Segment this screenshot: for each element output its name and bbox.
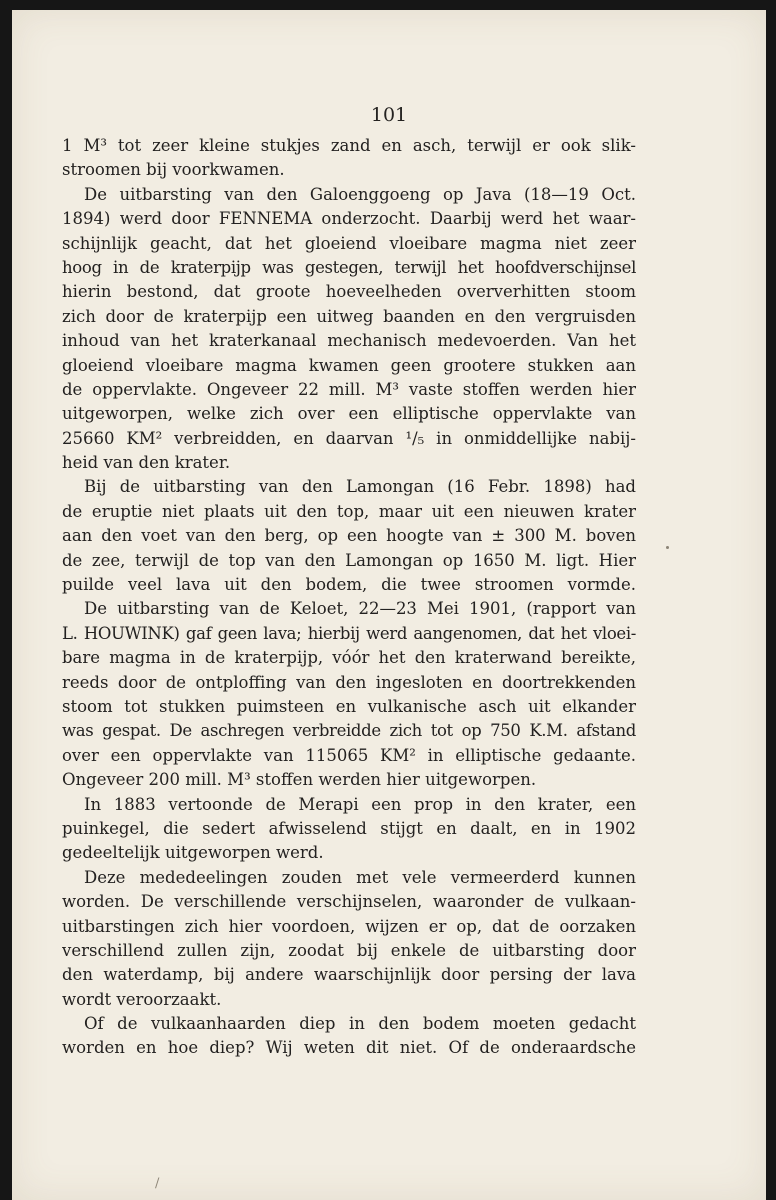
text-line: gedeeltelijk uitgeworpen werd. — [62, 843, 324, 863]
text-line: verschillend zullen zijn, zoodat bij enkele de uitbarsting door — [62, 940, 636, 960]
text-line: inhoud van het kraterkanaal mechanisch medevoerden. Van het — [62, 331, 636, 351]
text-line: de eruptie niet plaats uit den top, maar uit een nieuwen krater — [62, 501, 636, 521]
text-line: den waterdamp, bij andere waarschijnlijk door persing der lava — [62, 965, 636, 985]
text-line: hoog in de kraterpijp was gestegen, terwijl het hoofdverschijnsel — [62, 257, 636, 277]
text-line: Bij de uitbarsting van den Lamongan (16 Febr. 1898) had — [84, 477, 636, 497]
pencil-mark: / — [155, 1176, 160, 1191]
text-line: In 1883 vertoonde de Merapi een prop in den krater, een — [84, 794, 636, 814]
text-line: Ongeveer 200 mill. M³ stoffen werden hier uitgeworpen. — [62, 770, 537, 790]
text-line: bare magma in de kraterpijp, vóór het den kraterwand bereikte, — [62, 648, 636, 668]
text-line: L. HOUWINK) gaf geen lava; hierbij werd aangenomen, dat het vloei- — [62, 623, 636, 643]
text-line: worden en hoe diep? Wij weten dit niet. Of de onderaardsche — [62, 1038, 636, 1058]
text-line: Deze mededeelingen zouden met vele vermeerderd kunnen — [84, 867, 636, 887]
text-line: de oppervlakte. Ongeveer 22 mill. M³ vaste stoffen werden hier — [62, 379, 636, 399]
text-line: uitbarstingen zich hier voordoen, wijzen er op, dat de oorzaken — [62, 916, 636, 936]
text-line: stoom tot stukken puimsteen en vulkanische asch uit elkander — [62, 696, 636, 716]
text-line: de zee, terwijl de top van den Lamongan op 1650 M. ligt. Hier — [62, 550, 636, 570]
text-line: over een oppervlakte van 115065 KM² in elliptische gedaante. — [62, 745, 636, 765]
book-page — [12, 10, 766, 1200]
text-line: 1 M³ tot zeer kleine stukjes zand en asch, terwijl er ook slik- — [62, 136, 636, 155]
text-line: heid van den krater. — [62, 453, 231, 473]
text-line: schijnlijk geacht, dat het gloeiend vloeibare magma niet zeer — [62, 233, 636, 253]
page-number: 101 — [370, 104, 408, 126]
text-line: puilde veel lava uit den bodem, die twee stroomen vormde. — [62, 575, 636, 595]
text-line: De uitbarsting van de Keloet, 22—23 Mei 1901, (rapport van — [84, 599, 636, 619]
text-line: reeds door de ontploffing van den ingesloten en doortrekkenden — [62, 672, 636, 692]
paper-speck — [666, 546, 669, 549]
text-line: gloeiend vloeibare magma kwamen geen grootere stukken aan — [62, 355, 636, 375]
text-line: 1894) werd door FENNEMA onderzocht. Daarbij werd het waar- — [62, 209, 636, 229]
text-line: De uitbarsting van den Galoenggoeng op Java (18—19 Oct. — [84, 184, 636, 204]
text-line: 25660 KM² verbreidden, en daarvan ¹/₅ in onmiddellijke nabij- — [62, 428, 636, 448]
text-line: aan den voet van den berg, op een hoogte van ± 300 M. boven — [62, 526, 636, 546]
text-line: puinkegel, die sedert afwisselend stijgt en daalt, en in 1902 — [62, 818, 636, 838]
text-line: uitgeworpen, welke zich over een elliptische oppervlakte van — [62, 404, 636, 424]
text-line: hierin bestond, dat groote hoeveelheden oververhitten stoom — [62, 282, 636, 302]
text-line: Of de vulkaanhaarden diep in den bodem moeten gedacht — [84, 1014, 636, 1034]
text-line: worden. De verschillende verschijnselen, waaronder de vulkaan- — [62, 892, 636, 912]
text-line: wordt veroorzaakt. — [62, 989, 222, 1009]
text-line: zich door de kraterpijp een uitweg baanden en den vergruisden — [62, 306, 636, 326]
text-line: stroomen bij voorkwamen. — [62, 160, 285, 180]
body-text — [62, 134, 636, 1061]
text-line: was gespat. De aschregen verbreidde zich tot op 750 K.M. afstand — [62, 721, 636, 741]
